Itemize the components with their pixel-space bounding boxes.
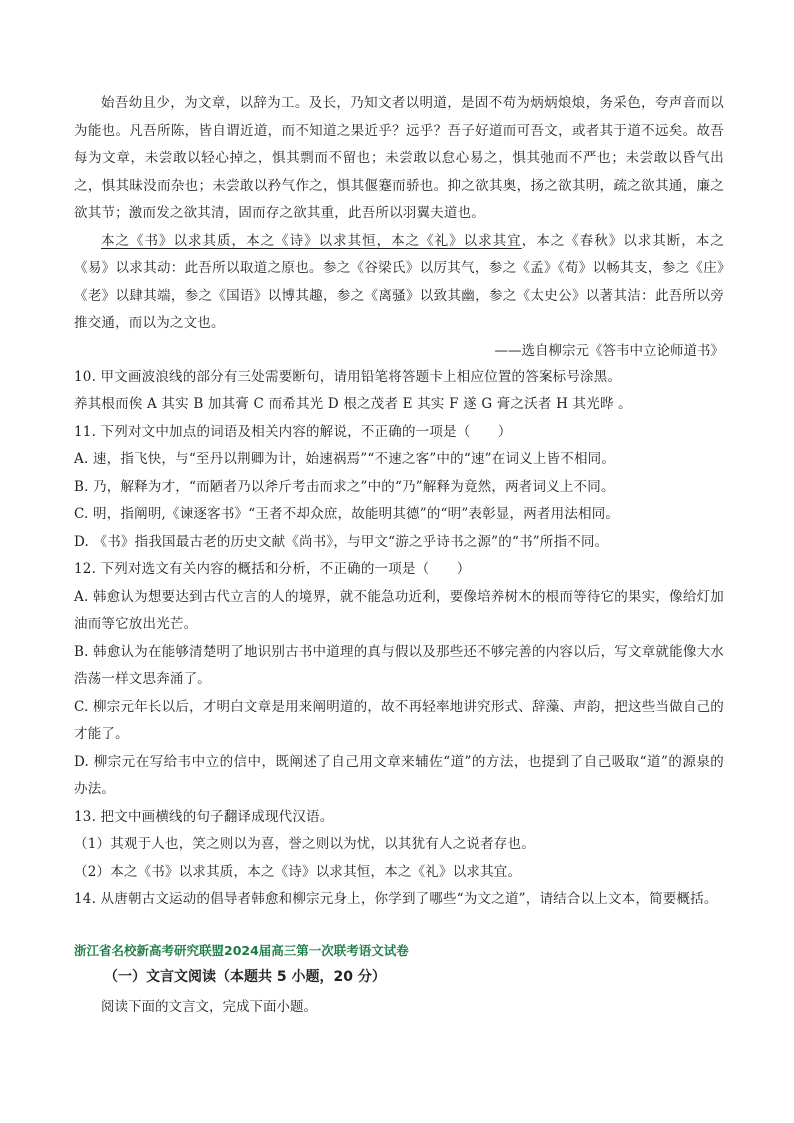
question-13-item-1: （1）其观于人也，笑之则以为喜，誉之则以为忧，以其犹有人之说者存也。 <box>74 836 535 852</box>
section-heading: （一）文言文阅读（本题共 5 小题，20 分） <box>104 968 386 985</box>
question-14: 14. 从唐朝古文运动的倡导者韩愈和柳宗元身上，你学到了哪些“为文之道”，请结合以上文本，简要概括。 <box>74 891 718 907</box>
passage-paragraph-1: 始吾幼且少，为文章，以辞为工。及长，乃知文者以明道，是固不苟为炳炳烺烺，务采色，夸声音而以为能也。凡吾所陈，皆自谓近道，而不知道之果近乎？远乎？吾子好道而可吾文，或者其于道不远矣。故吾每为文章，未尝敢以轻心掉之，惧其剽而不留也；未尝敢以怠心易之，惧其弛而不严也；未尝敢以昏气出之，惧其昧没而杂也；未尝敢以矜气作之，惧其偃蹇而骄也。抑之欲其奥，扬之欲其明，疏之欲其通，廉之欲其节；激而发之欲其清，固而存之欲其重，此吾所以羽翼夫道也。 <box>74 95 724 221</box>
question-11-option-b: B. 乃，解释为才，“而陋者乃以斧斤考击而求之”中的“乃”解释为竟然，两者词义上不同。 <box>74 478 615 495</box>
question-10: 10. 甲文画波浪线的部分有三处需要断句，请用铅笔将答题卡上相应位置的答案标号涂黑。 <box>74 368 622 385</box>
question-11-option-c: C. 明，指阐明,《谏逐客书》“王者不却众庶，故能明其德”的“明”表彰显，两者用法相同。 <box>74 506 620 522</box>
question-11: 11. 下列对文中加点的词语及相关内容的解说，不正确的一项是（ ） <box>74 423 512 440</box>
question-12: 12. 下列对选文有关内容的概括和分析，不正确的一项是（ ） <box>74 561 471 577</box>
document-page <box>74 90 724 1022</box>
question-11-option-d: D. 《书》指我国最古老的历史文献《尚书》，与甲文“游之乎诗书之源”的“书”所指不同。 <box>74 533 609 550</box>
question-10-text: 养其根而俟 A 其实 B 加其膏 C 而希其光 D 根之茂者 E 其实 F 遂 G 膏之沃者 H 其光晔 。 <box>74 396 632 412</box>
exam-title: 浙江省名校新高考研究联盟2024届高三第一次联考语文试卷 <box>74 942 409 958</box>
passage-paragraph-2-rest: ，本之《春秋》以求其断，本之《易》以求其动：此吾所以取道之原也。参之《谷梁氏》以厉其气，参之《孟》《荀》以畅其支，参之《庄》《老》以肆其端，参之《国语》以博其趣，参之《离骚》以致其幽，参之《太史公》以著其洁：此吾所以旁推交通，而以为之文也。 <box>74 232 724 331</box>
question-13: 13. 把文中画横线的句子翻译成现代汉语。 <box>74 808 334 825</box>
underlined-sentence: 本之《书》以求其质，本之《诗》以求其恒，本之《礼》以求其宜 <box>101 232 522 249</box>
question-13-item-2: （2）本之《书》以求其质，本之《诗》以求其恒，本之《礼》以求其宜。 <box>74 863 522 880</box>
passage-paragraph-2 <box>74 228 724 338</box>
section-instruction: 阅读下面的文言文，完成下面小题。 <box>101 998 317 1015</box>
question-11-option-a: A. 速，指飞快，与“至丹以荆卿为计，始速祸焉”“不速之客”中的“速”在词义上皆不相同。 <box>74 451 616 467</box>
question-12-option-c: C. 柳宗元年长以后，才明白文章是用来阐明道的，故不再轻率地讲究形式、辞藻、声韵，把这些当做自己的才能了。 <box>74 698 724 742</box>
question-12-option-a: A. 韩愈认为想要达到古代立言的人的境界，就不能急功近利，要像培养树木的根而等待它的果实，像给灯加油而等它放出光芒。 <box>74 588 724 632</box>
question-12-option-d: D. 柳宗元在写给韦中立的信中，既阐述了自己用文章来辅佐“道”的方法，也提到了自己吸取“道”的源泉的办法。 <box>74 753 724 797</box>
passage-source: ——选自柳宗元《答韦中立论师道书》 <box>494 342 724 359</box>
question-12-option-b: B. 韩愈认为在能够清楚明了地识别古书中道理的真与假以及那些还不够完善的内容以后，写文章就能像大水浩荡一样文思奔涌了。 <box>74 643 724 687</box>
